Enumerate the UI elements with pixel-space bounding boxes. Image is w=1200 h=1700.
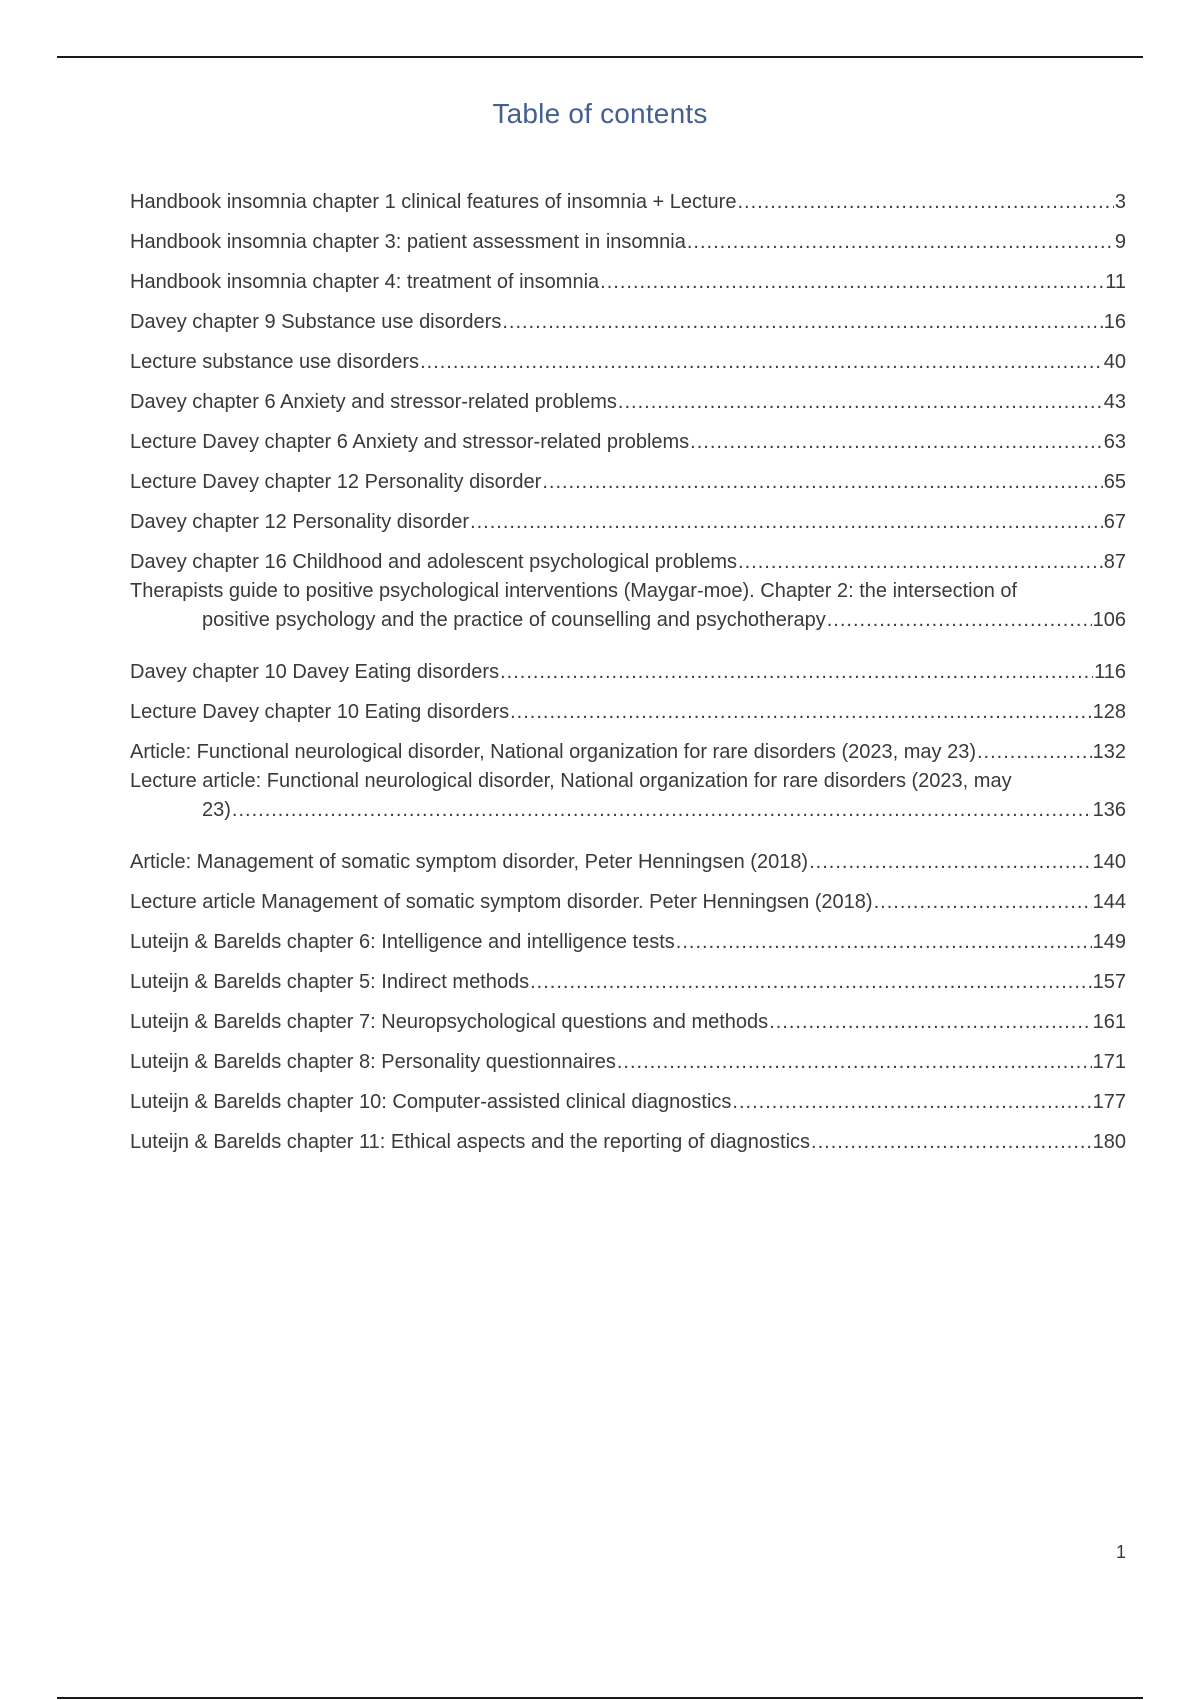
toc-leader bbox=[769, 1008, 1091, 1036]
toc-entry[interactable] bbox=[130, 376, 1126, 416]
toc-leader bbox=[510, 698, 1092, 726]
toc-entry-text: Luteijn & Barelds chapter 5: Indirect methods bbox=[130, 971, 530, 993]
toc-entry-text: Luteijn & Barelds chapter 6: Intelligence and intelligence tests bbox=[130, 931, 675, 953]
toc-entry[interactable] bbox=[130, 336, 1126, 376]
toc-entry[interactable] bbox=[130, 766, 1126, 824]
toc-title: Table of contents bbox=[492, 98, 708, 129]
toc-entry[interactable] bbox=[130, 836, 1126, 876]
header-rule bbox=[57, 56, 1143, 58]
toc-entry-page: 106 bbox=[1092, 609, 1126, 631]
toc-entry-page: 144 bbox=[1092, 891, 1126, 913]
toc-entry-text: Article: Management of somatic symptom disorder, Peter Henningsen (2018) bbox=[130, 851, 809, 873]
toc-entry-text: Handbook insomnia chapter 4: treatment of insomnia bbox=[130, 271, 600, 293]
toc-entry[interactable] bbox=[130, 496, 1126, 536]
toc-entry-page: 140 bbox=[1092, 851, 1126, 873]
toc-entry-text: Lecture Davey chapter 10 Eating disorders bbox=[130, 701, 510, 723]
toc-leader bbox=[811, 1128, 1092, 1156]
toc-entry-text: Lecture Davey chapter 12 Personality disorder bbox=[130, 471, 542, 493]
toc-entry-page: 177 bbox=[1092, 1091, 1126, 1113]
toc-entry-page: 87 bbox=[1103, 551, 1126, 573]
toc-entry-text: Lecture Davey chapter 6 Anxiety and stressor-related problems bbox=[130, 431, 690, 453]
toc-entry-page: 149 bbox=[1092, 931, 1126, 953]
toc-leader bbox=[502, 308, 1102, 336]
toc-entry-page: 180 bbox=[1092, 1131, 1126, 1153]
toc-entry-text: Luteijn & Barelds chapter 10: Computer-assisted clinical diagnostics bbox=[130, 1091, 732, 1113]
toc-leader bbox=[690, 428, 1103, 456]
toc-entry[interactable] bbox=[130, 576, 1126, 634]
toc-entry[interactable] bbox=[130, 956, 1126, 996]
toc-entry-page: 171 bbox=[1092, 1051, 1126, 1073]
toc-leader bbox=[232, 796, 1092, 824]
toc-entry-page: 40 bbox=[1103, 351, 1126, 373]
toc-entry-text: Davey chapter 12 Personality disorder bbox=[130, 511, 470, 533]
toc-entry[interactable] bbox=[130, 646, 1126, 686]
toc-entry-text: Davey chapter 16 Childhood and adolescent psychological problems bbox=[130, 551, 738, 573]
toc-entry[interactable] bbox=[130, 726, 1126, 766]
toc-entry-page: 67 bbox=[1103, 511, 1126, 533]
toc-leader bbox=[977, 738, 1092, 766]
toc-entry-page: 16 bbox=[1103, 311, 1126, 333]
toc-leader bbox=[676, 928, 1092, 956]
toc-leader bbox=[600, 268, 1104, 296]
toc-leader bbox=[470, 508, 1103, 536]
toc-entry-page: 132 bbox=[1092, 741, 1126, 763]
table-of-contents bbox=[130, 176, 1126, 1156]
toc-entry[interactable] bbox=[130, 216, 1126, 256]
toc-entry[interactable] bbox=[130, 536, 1126, 576]
toc-entry-text: Lecture substance use disorders bbox=[130, 351, 420, 373]
toc-entry[interactable] bbox=[130, 1036, 1126, 1076]
toc-entry-text: Luteijn & Barelds chapter 11: Ethical aspects and the reporting of diagnostics bbox=[130, 1131, 811, 1153]
toc-entry-text: Luteijn & Barelds chapter 8: Personality questionnaires bbox=[130, 1051, 616, 1073]
toc-leader bbox=[809, 848, 1092, 876]
toc-entry-page: 43 bbox=[1103, 391, 1126, 413]
footer-rule bbox=[57, 1697, 1143, 1699]
toc-leader bbox=[618, 388, 1103, 416]
toc-leader bbox=[542, 468, 1102, 496]
toc-entry-page: 116 bbox=[1094, 661, 1126, 683]
toc-entry-page: 161 bbox=[1092, 1011, 1126, 1033]
toc-leader bbox=[500, 658, 1093, 686]
toc-leader bbox=[617, 1048, 1092, 1076]
toc-leader bbox=[874, 888, 1092, 916]
toc-entry[interactable] bbox=[130, 686, 1126, 726]
toc-entry-page: 136 bbox=[1092, 799, 1126, 821]
toc-entry-page: 128 bbox=[1092, 701, 1126, 723]
toc-entry[interactable] bbox=[130, 176, 1126, 216]
toc-entry-text: Article: Functional neurological disorder, National organization for rare disorders (2023, may 23) bbox=[130, 741, 976, 763]
toc-entry-text: Handbook insomnia chapter 1 clinical features of insomnia + Lecture bbox=[130, 191, 737, 213]
toc-entry-text: Davey chapter 10 Davey Eating disorders bbox=[130, 661, 500, 683]
toc-leader bbox=[738, 548, 1103, 576]
toc-entry[interactable] bbox=[130, 296, 1126, 336]
toc-entry-page: 3 bbox=[1114, 191, 1126, 213]
toc-leader bbox=[732, 1088, 1091, 1116]
toc-entry-text: Handbook insomnia chapter 3: patient assessment in insomnia bbox=[130, 231, 686, 253]
toc-leader bbox=[737, 188, 1113, 216]
toc-entry[interactable] bbox=[130, 1076, 1126, 1116]
toc-entry-page: 11 bbox=[1105, 271, 1126, 293]
toc-entry-text-continued: positive psychology and the practice of counselling and psychotherapy bbox=[202, 609, 826, 631]
toc-entry[interactable] bbox=[130, 996, 1126, 1036]
toc-entry-page: 157 bbox=[1092, 971, 1126, 993]
toc-leader bbox=[420, 348, 1103, 376]
toc-entry-text: Davey chapter 6 Anxiety and stressor-related problems bbox=[130, 391, 617, 413]
toc-entry[interactable] bbox=[130, 456, 1126, 496]
toc-entry[interactable] bbox=[130, 876, 1126, 916]
toc-entry-page: 65 bbox=[1103, 471, 1126, 493]
toc-entry-page: 9 bbox=[1114, 231, 1126, 253]
toc-entry[interactable] bbox=[130, 1116, 1126, 1156]
toc-entry-text: Therapists guide to positive psychological interventions (Maygar-moe). Chapter 2: the intersection of bbox=[130, 580, 1018, 602]
toc-leader bbox=[530, 968, 1092, 996]
page-number: 1 bbox=[1115, 1542, 1126, 1562]
toc-entry-text: Lecture article: Functional neurological disorder, National organization for rare disorders (2023, may bbox=[130, 770, 1012, 792]
toc-entry-page: 63 bbox=[1103, 431, 1126, 453]
toc-entry[interactable] bbox=[130, 416, 1126, 456]
toc-entry-text: Luteijn & Barelds chapter 7: Neuropsychological questions and methods bbox=[130, 1011, 769, 1033]
toc-leader bbox=[827, 606, 1092, 634]
toc-entry[interactable] bbox=[130, 256, 1126, 296]
toc-leader bbox=[687, 228, 1114, 256]
toc-entry[interactable] bbox=[130, 916, 1126, 956]
toc-entry-text: Lecture article Management of somatic symptom disorder. Peter Henningsen (2018) bbox=[130, 891, 873, 913]
toc-entry-text: Davey chapter 9 Substance use disorders bbox=[130, 311, 502, 333]
toc-entry-text-continued: 23) bbox=[202, 799, 231, 821]
